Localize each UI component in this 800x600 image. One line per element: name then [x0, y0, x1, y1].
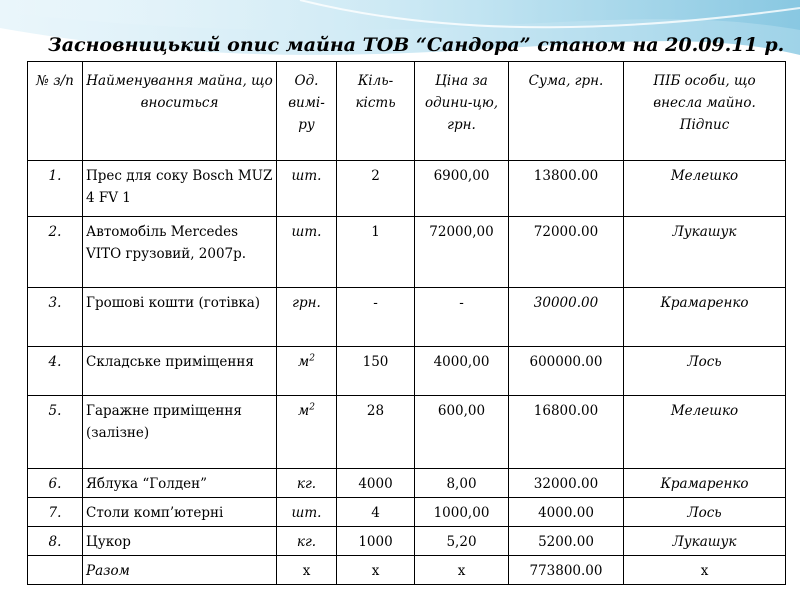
- page-title: Засновницький опис майна ТОВ “Сандора” станом на 20.09.11 р.: [48, 34, 785, 56]
- header-unit: Од. вимі-ру: [277, 62, 337, 161]
- cell-num: 7.: [28, 498, 83, 527]
- cell-qty: 1000: [337, 527, 415, 556]
- total-qty: х: [337, 556, 415, 585]
- cell-name: Грошові кошти (готівка): [83, 288, 277, 347]
- cell-price: 8,00: [415, 469, 509, 498]
- header-name: Найменування майна, що вноситься: [83, 62, 277, 161]
- cell-price: -: [415, 288, 509, 347]
- unit-text: м: [298, 354, 310, 370]
- header-num: № з/п: [28, 62, 83, 161]
- cell-price: 4000,00: [415, 347, 509, 396]
- total-row: [28, 556, 786, 585]
- cell-name: Гаражне приміщення (залізне): [83, 396, 277, 469]
- table-row: [28, 396, 786, 469]
- cell-unit: шт.: [277, 217, 337, 288]
- table-row: [28, 498, 786, 527]
- cell-qty: 4000: [337, 469, 415, 498]
- unit-superscript: 2: [309, 402, 315, 413]
- cell-person: Мелешко: [624, 161, 786, 217]
- cell-unit: кг.: [277, 469, 337, 498]
- cell-price: 1000,00: [415, 498, 509, 527]
- cell-unit: шт.: [277, 161, 337, 217]
- cell-qty: 28: [337, 396, 415, 469]
- cell-num: 2.: [28, 217, 83, 288]
- cell-qty: 1: [337, 217, 415, 288]
- cell-qty: 150: [337, 347, 415, 396]
- cell-sum: 30000.00: [509, 288, 624, 347]
- cell-name: Автомобіль Mercedes VITO грузовий, 2007р.: [83, 217, 277, 288]
- cell-num: 8.: [28, 527, 83, 556]
- cell-name: Столи комп’ютерні: [83, 498, 277, 527]
- property-table: [27, 61, 786, 585]
- header-sum: Сума, грн.: [509, 62, 624, 161]
- cell-sum: 5200.00: [509, 527, 624, 556]
- total-num: [28, 556, 83, 585]
- cell-person: Крамаренко: [624, 288, 786, 347]
- cell-num: 6.: [28, 469, 83, 498]
- table-row: [28, 527, 786, 556]
- cell-person: Лось: [624, 498, 786, 527]
- cell-name: Яблука “Голден”: [83, 469, 277, 498]
- cell-name: Складське приміщення: [83, 347, 277, 396]
- cell-qty: -: [337, 288, 415, 347]
- total-price: х: [415, 556, 509, 585]
- cell-num: 5.: [28, 396, 83, 469]
- header-person: ПІБ особи, що внесла майно. Підпис: [624, 62, 786, 161]
- header-qty: Кіль-кість: [337, 62, 415, 161]
- cell-person: Крамаренко: [624, 469, 786, 498]
- table-row: [28, 347, 786, 396]
- cell-unit: грн.: [277, 288, 337, 347]
- cell-price: 5,20: [415, 527, 509, 556]
- cell-price: 6900,00: [415, 161, 509, 217]
- cell-sum: 16800.00: [509, 396, 624, 469]
- total-sum: 773800.00: [509, 556, 624, 585]
- cell-num: 4.: [28, 347, 83, 396]
- total-person: х: [624, 556, 786, 585]
- cell-name: Цукор: [83, 527, 277, 556]
- cell-num: 1.: [28, 161, 83, 217]
- table-row: [28, 288, 786, 347]
- cell-unit: [277, 347, 337, 396]
- total-label: Разом: [83, 556, 277, 585]
- cell-unit: [277, 396, 337, 469]
- cell-num: 3.: [28, 288, 83, 347]
- cell-sum: 13800.00: [509, 161, 624, 217]
- cell-name: Прес для соку Bosch MUZ 4 FV 1: [83, 161, 277, 217]
- total-unit: х: [277, 556, 337, 585]
- cell-sum: 32000.00: [509, 469, 624, 498]
- table-header-row: [28, 62, 786, 161]
- cell-price: 72000,00: [415, 217, 509, 288]
- cell-unit: кг.: [277, 527, 337, 556]
- cell-qty: 4: [337, 498, 415, 527]
- header-price: Ціна за одини-цю, грн.: [415, 62, 509, 161]
- cell-sum: 600000.00: [509, 347, 624, 396]
- table-row: [28, 469, 786, 498]
- unit-superscript: 2: [309, 353, 315, 364]
- table-row: [28, 217, 786, 288]
- cell-unit: шт.: [277, 498, 337, 527]
- cell-sum: 4000.00: [509, 498, 624, 527]
- cell-sum: 72000.00: [509, 217, 624, 288]
- cell-price: 600,00: [415, 396, 509, 469]
- unit-text: м: [298, 403, 310, 419]
- cell-person: Лось: [624, 347, 786, 396]
- cell-person: Лукашук: [624, 527, 786, 556]
- cell-person: Мелешко: [624, 396, 786, 469]
- cell-qty: 2: [337, 161, 415, 217]
- table-row: [28, 161, 786, 217]
- cell-person: Лукашук: [624, 217, 786, 288]
